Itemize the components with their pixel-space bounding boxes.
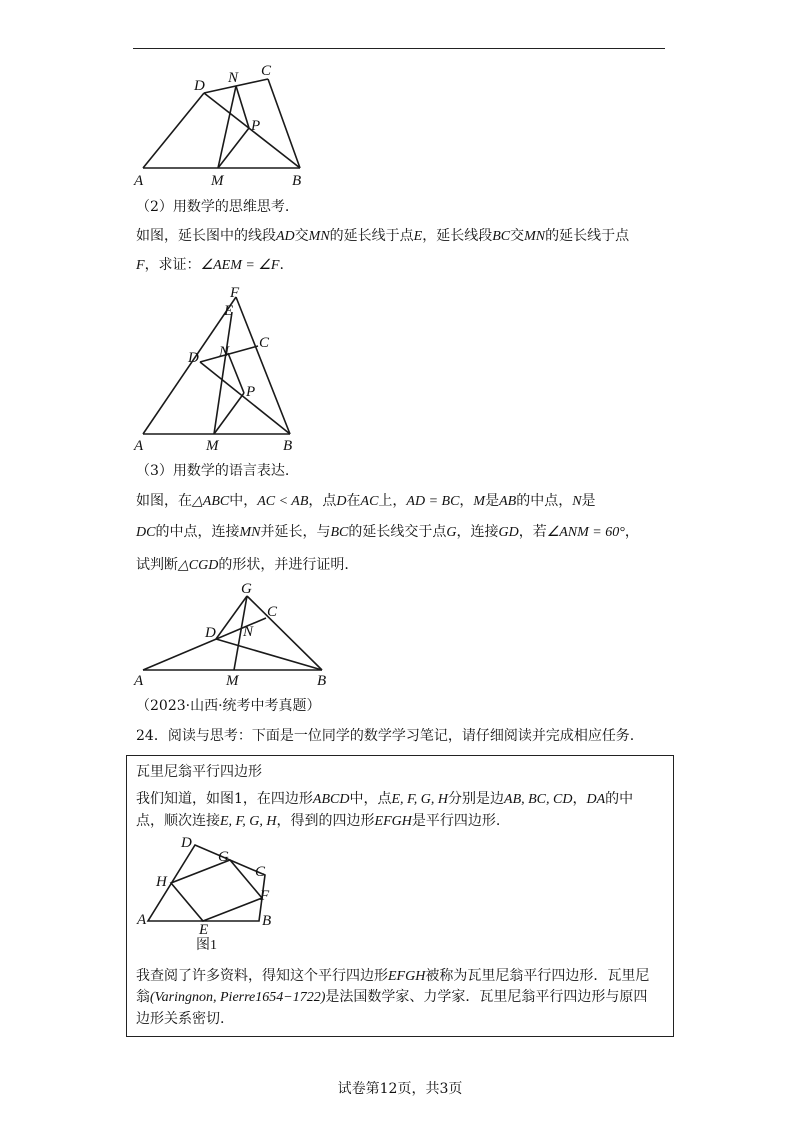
header-rule [133,48,665,49]
label-n: N [243,624,254,640]
source-note: （2023·山西·统考中考真题） [136,698,321,714]
label-a: A [134,173,144,189]
label-p: P [246,384,256,400]
note-line-1: 我们知道，如图1，在四边形ABCD中，点E, F, G, H分别是边AB, BC, CD，DA的中 [136,791,634,807]
label-h: H [156,874,167,890]
label-m: M [206,438,219,454]
question-24: 24．阅读与思考：下面是一位同学的数学学习笔记，请仔细阅读并完成相应任务. [136,728,635,744]
label-a: A [134,438,144,454]
note-line-4: 翁(Varingnon, Pierre1654−1722)是法国数学家、力学家．瓦里尼翁平行四边形与原四 [136,989,648,1005]
label-b: B [283,438,293,454]
figure-triangle-abc [130,578,340,690]
segment-me [214,312,232,434]
figure-1-caption: 图1 [196,938,217,953]
part3-line-2: DC的中点，连接MN并延长，与BC的延长线交于点G，连接GD，若∠ANM = 60°， [136,524,639,540]
label-d: D [194,78,205,94]
label-f: F [260,888,270,904]
label-b: B [292,173,302,189]
label-m: M [211,173,224,189]
label-d: D [188,350,199,366]
label-c: C [255,864,266,880]
note-line-5: 边形关系密切. [136,1011,225,1027]
label-f: F [230,285,240,301]
label-b: B [262,913,272,929]
label-d: D [205,625,216,641]
part2-line-2: F，求证：∠AEM = ∠F. [136,257,284,273]
label-e: E [224,303,234,319]
part3-heading: （3）用数学的语言表达. [136,463,290,479]
note-title: 瓦里尼翁平行四边形 [136,764,262,780]
label-m: M [226,673,239,689]
label-c: C [267,604,278,620]
label-d: D [181,835,192,851]
segment-np [236,86,249,128]
part2-heading: （2）用数学的思维思考. [136,199,290,215]
page-footer: 试卷第12页，共3页 [337,1081,463,1097]
label-g: G [241,581,252,597]
note-line-2: 点，顺次连接E, F, G, H，得到的四边形EFGH是平行四边形. [136,813,501,829]
label-a: A [134,673,144,689]
part2-line-1: 如图，延长图中的线段AD交MN的延长线于点E，延长线段BC交MN的延长线于点 [136,228,630,244]
label-c: C [259,335,270,351]
label-n: N [228,70,239,86]
figure-trapezoid-abcd [130,58,320,188]
part3-line-3: 试判断△CGD的形状，并进行证明. [136,557,349,573]
label-p: P [251,118,261,134]
label-b: B [317,673,327,689]
label-e: E [199,922,209,938]
segment-ad [143,93,204,168]
note-line-3: 我查阅了许多资料，得知这个平行四边形EFGH被称为瓦里尼翁平行四边形．瓦里尼 [136,968,650,984]
part3-line-1: 如图，在△ABC中，AC < AB，点D在AC上，AD = BC，M是AB的中点，N是 [136,493,596,509]
label-g: G [218,849,229,865]
segment-bf [236,297,290,434]
label-n: N [219,344,230,360]
parallelogram-efgh [171,860,262,921]
label-c: C [261,63,272,79]
label-a: A [137,912,147,928]
figure-extended-lines [130,284,310,454]
figure-1-varignon [130,831,290,959]
